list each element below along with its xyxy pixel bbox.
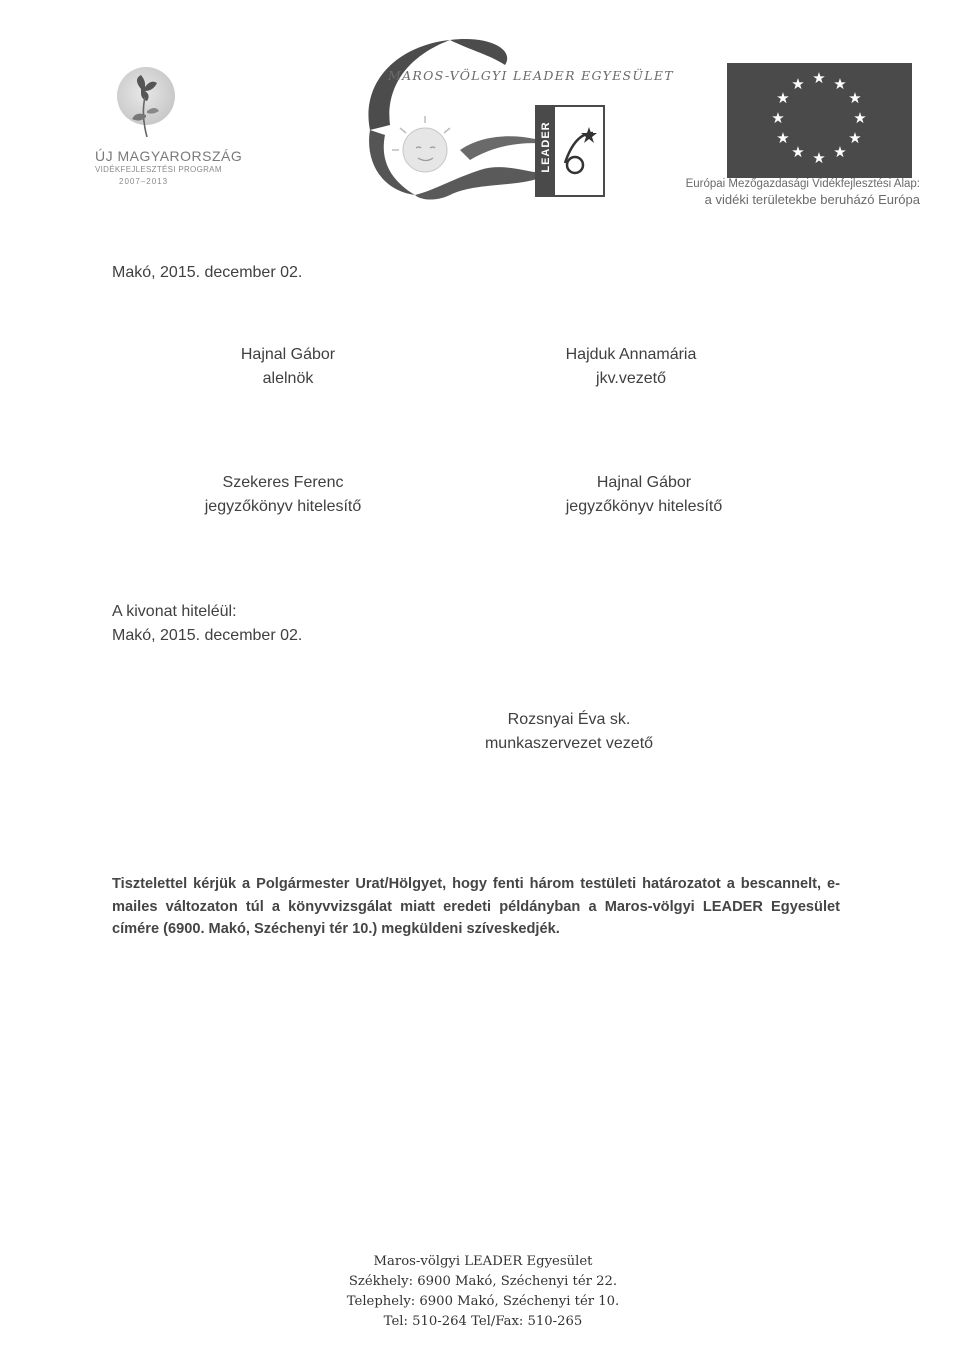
eu-caption-line2: a vidéki területekbe beruházó Európa <box>704 192 920 207</box>
signature-block-3 <box>205 471 362 519</box>
footer-org-name: Maros-völgyi LEADER Egyesület <box>373 1254 593 1269</box>
leader-star-icon <box>557 113 599 189</box>
signer-name: Hajnal Gábor <box>240 346 336 363</box>
svg-text:★: ★ <box>791 143 805 161</box>
svg-text:★: ★ <box>853 109 867 127</box>
signer-role: jegyzőkönyv hitelesítő <box>565 498 723 515</box>
maros-volgyi-leader-logo <box>340 20 674 205</box>
certification-block <box>112 600 302 648</box>
svg-text:★: ★ <box>848 129 862 147</box>
certifier-role: munkaszervezet vezető <box>484 735 654 752</box>
document-date: Makó, 2015. december 02. <box>112 264 303 281</box>
svg-text:★: ★ <box>776 89 790 107</box>
signer-role: jkv.vezető <box>596 370 666 387</box>
certification-label: A kivonat hiteléül: <box>112 603 237 620</box>
eu-caption <box>640 177 920 207</box>
svg-text:★: ★ <box>833 143 847 161</box>
signature-block-2 <box>566 343 697 391</box>
signer-role: jegyzőkönyv hitelesítő <box>204 498 362 515</box>
signer-name: Hajduk Annamária <box>565 346 697 363</box>
maros-logo-title: MAROS-VÖLGYI LEADER EGYESÜLET <box>388 68 674 83</box>
certification-date: Makó, 2015. december 02. <box>112 627 303 644</box>
svg-text:★: ★ <box>771 109 785 127</box>
svg-text:★: ★ <box>791 75 805 93</box>
umvp-years: 2007–2013 <box>119 177 169 186</box>
eu-flag <box>727 63 912 178</box>
signer-role: alelnök <box>262 370 314 387</box>
flower-icon <box>117 67 175 137</box>
svg-text:★: ★ <box>848 89 862 107</box>
eu-stars-icon <box>727 63 912 178</box>
signer-name: Hajnal Gábor <box>596 474 692 491</box>
footer-phone: Tel: 510-264 Tel/Fax: 510-265 <box>383 1314 583 1329</box>
leader-logo <box>535 105 605 197</box>
umvp-line1: ÚJ MAGYARORSZÁG <box>95 148 243 164</box>
footer-seat: Székhely: 6900 Makó, Széchenyi tér 22. <box>348 1274 618 1289</box>
certifier-block <box>485 708 653 756</box>
certifier-name: Rozsnyai Éva sk. <box>507 711 631 728</box>
svg-text:★: ★ <box>812 149 826 167</box>
request-paragraph: Tisztelettel kérjük a Polgármester Urat/Hölgyet, hogy fenti három testületi határozatot a bescannelt, e-mailes változaton túl a könyvvizsgálat miatt eredeti példányban a Maros-völgyi LEADER Egyesület címére (6900. Makó, Széchenyi tér 10.) megküldeni szíveskedjék. <box>112 876 840 937</box>
footer-site: Telephely: 6900 Makó, Széchenyi tér 10. <box>346 1294 620 1309</box>
svg-text:★: ★ <box>833 75 847 93</box>
umvp-line2: VIDÉKFEJLESZTÉSI PROGRAM <box>95 165 222 174</box>
svg-text:★: ★ <box>812 69 826 87</box>
footer-address <box>347 1252 619 1332</box>
signature-block-1 <box>241 343 335 391</box>
swirl-sun-icon <box>340 20 660 205</box>
signer-name: Szekeres Ferenc <box>222 474 344 491</box>
eu-caption-line1: Európai Mezőgazdasági Vidékfejlesztési Alap: <box>685 178 920 190</box>
signature-block-4 <box>566 471 723 519</box>
uj-magyarorszag-logo <box>95 62 243 187</box>
svg-text:★: ★ <box>776 129 790 147</box>
leader-text: LEADER <box>540 121 552 173</box>
